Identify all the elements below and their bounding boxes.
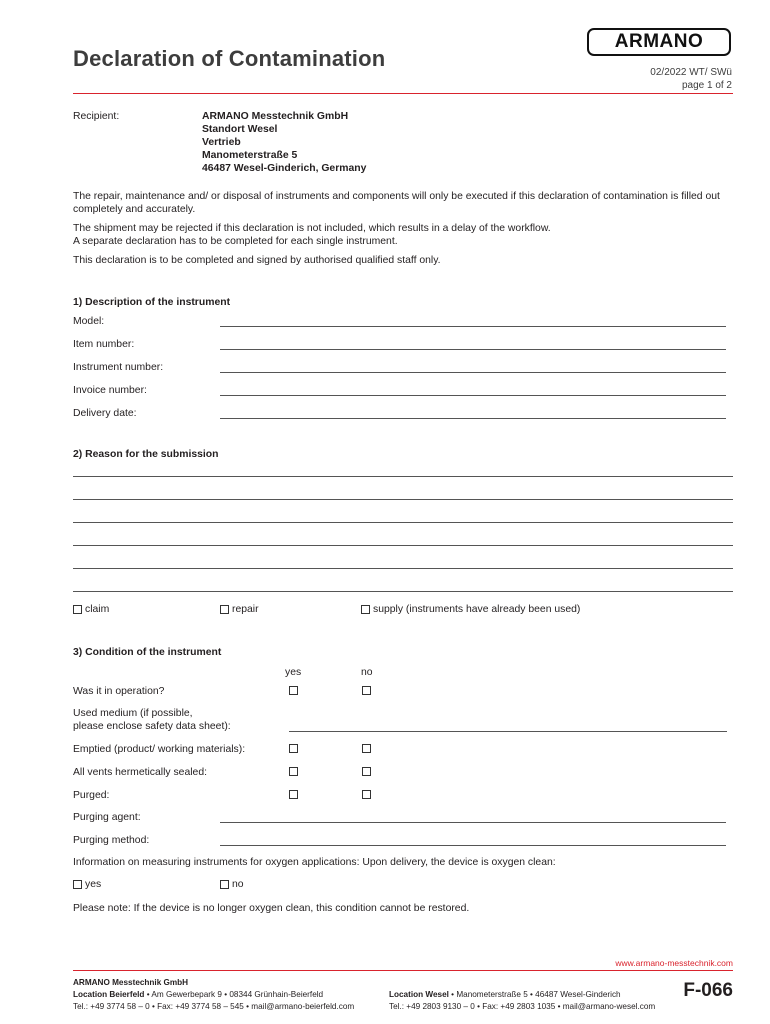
repair-checkbox[interactable] [220, 605, 229, 614]
oxygen-yes-checkbox[interactable] [73, 880, 82, 889]
recipient-label: Recipient: [73, 111, 120, 122]
oxygen-no-checkbox[interactable] [220, 880, 229, 889]
model-field[interactable] [220, 326, 726, 327]
section-3-heading: 3) Condition of the instrument [73, 647, 222, 658]
recipient-line: Vertrieb [202, 137, 241, 148]
oxygen-yes-label: yes [85, 879, 102, 890]
option-repair[interactable] [220, 604, 259, 615]
medium-question-line-1: Used medium (if possible, [73, 708, 193, 719]
footer-loc2-contact: Tel.: +49 2803 9130 – 0 • Fax: +49 2803 1035 • mail@armano-wesel.com [389, 1002, 656, 1011]
purging-agent-label: Purging agent: [73, 812, 141, 823]
intro-paragraph-2b: A separate declaration has to be completed for each single instrument. [73, 236, 398, 247]
recipient-line: Standort Wesel [202, 124, 278, 135]
header-divider [73, 93, 733, 94]
reason-line[interactable] [73, 568, 733, 569]
claim-checkbox[interactable] [73, 605, 82, 614]
footer-loc2-address: • Manometerstraße 5 • 46487 Wesel-Ginderich [448, 990, 621, 999]
purged-question: Purged: [73, 790, 110, 801]
section-2-heading: 2) Reason for the submission [73, 449, 219, 460]
logo-text: ARMANO [614, 31, 704, 52]
delivery-date-label: Delivery date: [73, 408, 137, 419]
column-yes-header: yes [285, 667, 302, 678]
vents-yes-checkbox[interactable] [289, 767, 298, 776]
footer-left [73, 977, 354, 1013]
reason-line[interactable] [73, 522, 733, 523]
item-number-label: Item number: [73, 339, 135, 350]
reason-line[interactable] [73, 591, 733, 592]
intro-paragraph-2a: The shipment may be rejected if this declaration is not included, which results in a delay of the workflow. [73, 223, 551, 234]
repair-label: repair [232, 604, 259, 615]
reason-line[interactable] [73, 499, 733, 500]
document-reference [650, 66, 732, 92]
reason-line[interactable] [73, 545, 733, 546]
column-no-header: no [361, 667, 373, 678]
instrument-number-field[interactable] [220, 372, 726, 373]
purged-yes-checkbox[interactable] [289, 790, 298, 799]
option-supply[interactable] [361, 604, 580, 615]
form-code: F-066 [683, 980, 733, 1001]
intro-paragraph-1: The repair, maintenance and/ or disposal of instruments and components will only be executed if this declaration of contamination is filled out completely and accurately. [73, 191, 720, 215]
footer-middle [389, 989, 655, 1013]
vents-no-checkbox[interactable] [362, 767, 371, 776]
recipient-line: ARMANO Messtechnik GmbH [202, 111, 349, 122]
emptied-no-checkbox[interactable] [362, 744, 371, 753]
purging-agent-field[interactable] [220, 822, 726, 823]
footer-loc2-label: Location Wesel [389, 990, 449, 999]
oxygen-no-option[interactable] [220, 879, 244, 890]
footer-loc1-contact: Tel.: +49 3774 58 – 0 • Fax: +49 3774 58 – 545 • mail@armano-beierfeld.com [73, 1002, 355, 1011]
operation-question: Was it in operation? [73, 686, 165, 697]
model-label: Model: [73, 316, 105, 327]
footer-location-beierfeld [73, 989, 354, 1001]
footer-company: ARMANO Messtechnik GmbH [73, 978, 189, 987]
intro-paragraph-3: This declaration is to be completed and signed by authorised qualified staff only. [73, 255, 441, 266]
purging-method-label: Purging method: [73, 835, 150, 846]
operation-no-checkbox[interactable] [362, 686, 371, 695]
recipient-line: 46487 Wesel-Ginderich, Germany [202, 163, 367, 174]
oxygen-note: Please note: If the device is no longer oxygen clean, this condition cannot be restored. [73, 903, 470, 914]
recipient-line: Manometerstraße 5 [202, 150, 298, 161]
doc-code: 02/2022 WT/ SWü [650, 67, 732, 78]
medium-question-line-2: please enclose safety data sheet): [73, 721, 231, 732]
option-claim[interactable] [73, 604, 109, 615]
footer-divider [73, 970, 733, 971]
invoice-number-field[interactable] [220, 395, 726, 396]
footer-location-wesel [389, 989, 655, 1001]
claim-label: claim [85, 604, 110, 615]
purging-method-field[interactable] [220, 845, 726, 846]
supply-label: supply (instruments have already been used) [373, 604, 581, 615]
footer-loc1-label: Location Beierfeld [73, 990, 145, 999]
recipient-address [202, 110, 366, 175]
item-number-field[interactable] [220, 349, 726, 350]
section-1-heading: 1) Description of the instrument [73, 297, 231, 308]
oxygen-no-label: no [232, 879, 244, 890]
purged-no-checkbox[interactable] [362, 790, 371, 799]
page-title: Declaration of Contamination [73, 46, 386, 71]
invoice-number-label: Invoice number: [73, 385, 147, 396]
supply-checkbox[interactable] [361, 605, 370, 614]
oxygen-yes-option[interactable] [73, 879, 101, 890]
oxygen-info: Information on measuring instruments for oxygen applications: Upon delivery, the device is oxygen clean: [73, 857, 556, 868]
emptied-yes-checkbox[interactable] [289, 744, 298, 753]
armano-logo [587, 28, 731, 56]
emptied-question: Emptied (product/ working materials): [73, 744, 246, 755]
page-number: page 1 of 2 [681, 80, 732, 91]
medium-field[interactable] [289, 731, 727, 732]
reason-line[interactable] [73, 476, 733, 477]
footer-loc1-address: • Am Gewerbepark 9 • 08344 Grünhain-Beierfeld [144, 990, 324, 999]
delivery-date-field[interactable] [220, 418, 726, 419]
website-link[interactable]: www.armano-messtechnik.com [615, 958, 733, 968]
operation-yes-checkbox[interactable] [289, 686, 298, 695]
instrument-number-label: Instrument number: [73, 362, 164, 373]
vents-question: All vents hermetically sealed: [73, 767, 207, 778]
